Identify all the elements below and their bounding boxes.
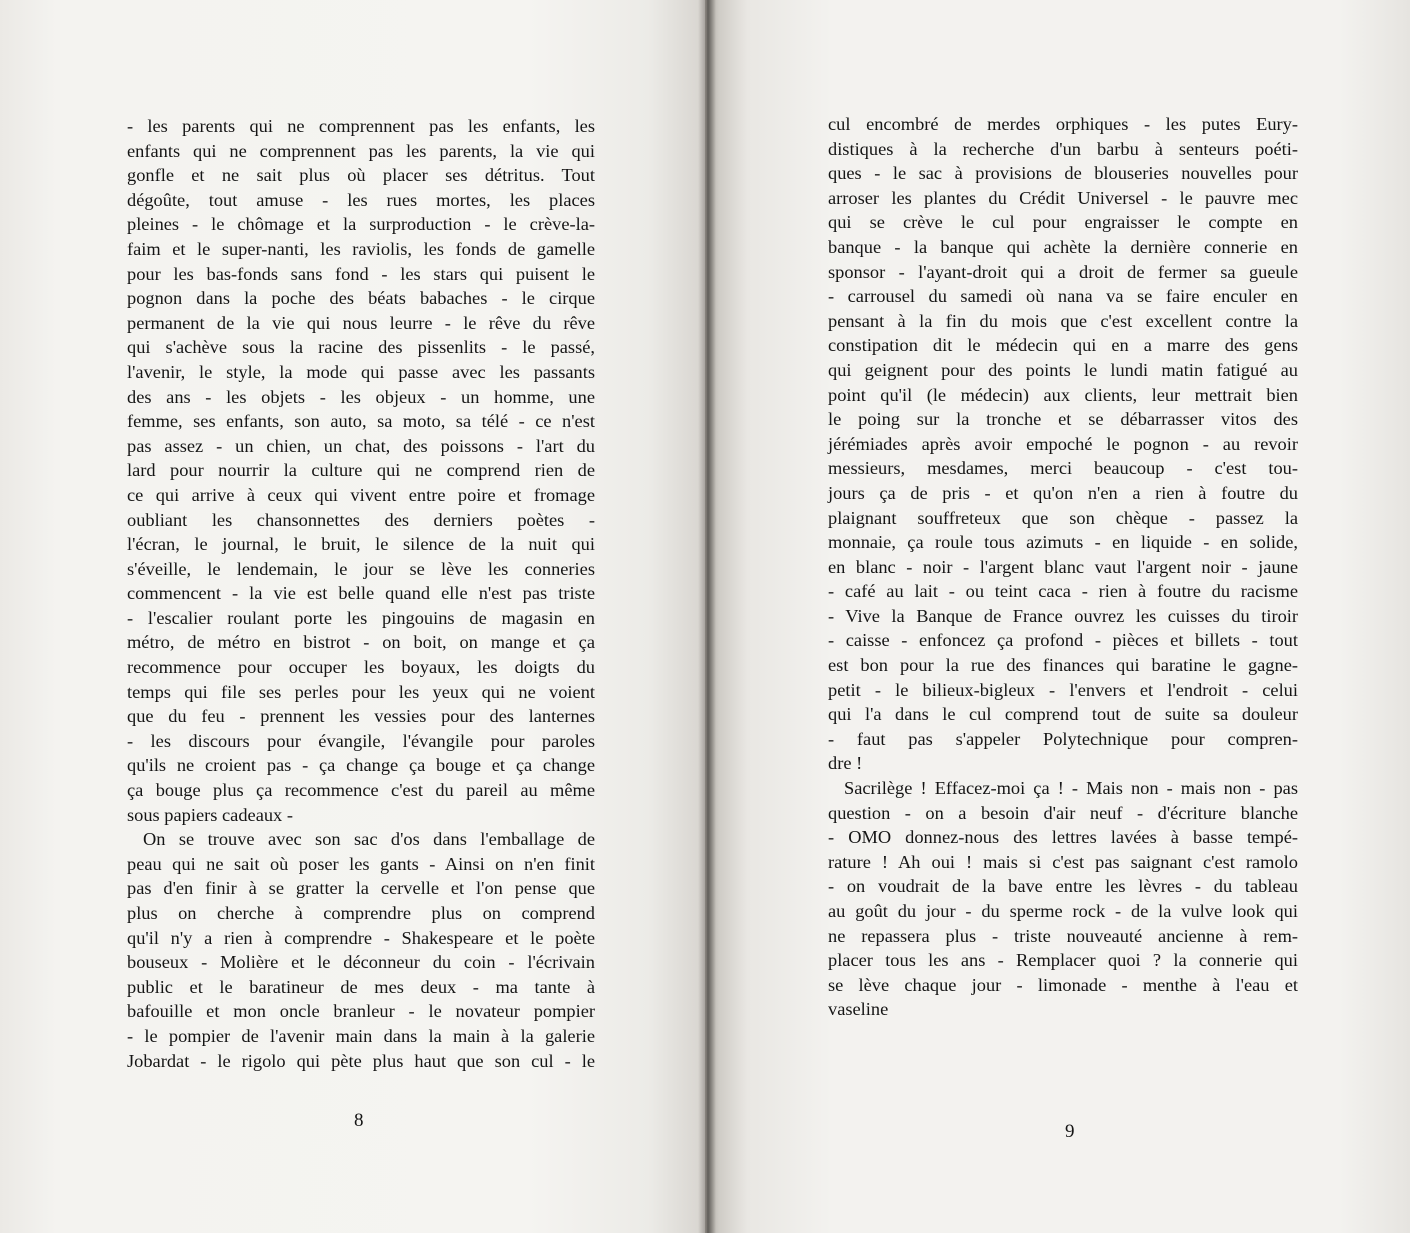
text-line: distiques à la recherche d'un barbu à senteurs poéti- — [828, 138, 1298, 159]
text-line: l'écran, le journal, le bruit, le silence de la nuit qui — [127, 534, 595, 555]
book-gutter — [698, 0, 716, 1233]
text-line: qui s'achève sous la racine des pissenlits - le passé, — [127, 337, 595, 358]
text-line: arroser les plantes du Crédit Universel - le pauvre mec — [828, 187, 1298, 208]
text-line: dégoûte, tout amuse - les rues mortes, les places — [127, 189, 595, 210]
text-line: - le pompier de l'avenir main dans la main à la galerie — [127, 1025, 595, 1046]
text-line: recommence pour occuper les boyaux, les doigts du — [127, 657, 595, 678]
text-line: au goût du jour - du sperme rock - de la vulve look qui — [828, 901, 1298, 921]
text-line: pas d'en finir à se gratter la cervelle et l'on pense que — [127, 878, 595, 899]
text-line: messieurs, mesdames, merci beaucoup - c'est tou- — [828, 458, 1298, 479]
text-line: pognon dans la poche des béats babaches - le cirque — [127, 288, 595, 309]
text-line: enfants qui ne comprennent pas les parents, la vie qui — [127, 140, 595, 161]
text-line: s'éveille, le lendemain, le jour se lève les conneries — [127, 558, 595, 579]
text-line: jérémiades après avoir empoché le pognon - au revoir — [828, 433, 1298, 454]
text-line: jours ça de pris - et qu'on n'en a rien à foutre du — [828, 482, 1298, 503]
text-line: lard pour nourrir la culture qui ne comprend rien de — [127, 460, 595, 481]
text-line: dre ! — [828, 753, 863, 774]
text-line: Jobardat - le rigolo qui pète plus haut que son cul - le — [127, 1050, 595, 1071]
text-line: ques - le sac à provisions de blouseries nouvelles pour — [828, 163, 1298, 184]
text-line: - l'escalier roulant porte les pingouins de magasin en — [127, 607, 595, 628]
text-line: pas assez - un chien, un chat, des poissons - l'art du — [127, 435, 595, 456]
text-line: cul encombré de merdes orphiques - les putes Eury- — [828, 114, 1298, 134]
text-line: petit - le bilieux-bigleux - l'envers et l'endroit - celui — [828, 679, 1298, 700]
text-line: ce qui arrive à ceux qui vivent entre poire et fromage — [127, 484, 595, 505]
text-line: sponsor - l'ayant-droit qui a droit de fermer sa gueule — [828, 261, 1298, 282]
text-line: pleines - le chômage et la surproduction - le crève-la- — [127, 214, 595, 235]
text-line: point qu'il (le médecin) aux clients, leur mettrait bien — [828, 384, 1298, 405]
text-line: rature ! Ah oui ! mais si c'est pas saignant c'est ramolo — [828, 851, 1298, 872]
text-line: pour les bas-fonds sans fond - les stars qui puisent le — [127, 263, 595, 284]
text-line: se lève chaque jour - limonade - menthe à l'eau et — [828, 974, 1298, 995]
text-line: constipation dit le médecin qui en a marre des gens — [828, 335, 1298, 356]
text-line: Sacrilège ! Effacez-moi ça ! - Mais non - mais non - pas — [844, 778, 1298, 799]
text-line: plus on cherche à comprendre plus on comprend — [127, 903, 595, 923]
text-line: l'avenir, le style, la mode qui passe avec les passants — [127, 361, 595, 382]
text-line: qui se crève le cul pour engraisser le compte en — [828, 212, 1298, 233]
text-line: On se trouve avec son sac d'os dans l'emballage de — [143, 829, 595, 850]
text-line: ne repassera plus - triste nouveauté ancienne à rem- — [828, 925, 1298, 946]
text-line: peau qui ne sait où poser les gants - Ainsi on n'en finit — [127, 853, 595, 874]
text-line: banque - la banque qui achète la dernière connerie en — [828, 236, 1298, 257]
text-line: question - on a besoin d'air neuf - d'écriture blanche — [828, 802, 1298, 823]
text-line: placer tous les ans - Remplacer quoi ? la connerie qui — [828, 950, 1298, 971]
text-line: en blanc - noir - l'argent blanc vaut l'argent noir - jaune — [828, 556, 1298, 577]
text-line: - café au lait - ou teint caca - rien à foutre du racisme — [828, 581, 1298, 602]
text-line: ça bouge plus ça recommence c'est du pareil au même — [127, 780, 595, 801]
text-line: femme, ses enfants, son auto, sa moto, sa télé - ce n'est — [127, 411, 595, 432]
text-line: qui geignent pour des points le lundi matin fatigué au — [828, 359, 1298, 380]
text-line: pensant à la fin du mois que c'est excellent contre la — [828, 310, 1298, 331]
right-page — [705, 0, 1410, 1233]
text-line: - carrousel du samedi où nana va se faire enculer en — [828, 286, 1298, 307]
right-page-text — [828, 112, 1298, 1022]
text-line: des ans - les objets - les objeux - un homme, une — [127, 386, 595, 407]
text-line: - faut pas s'appeler Polytechnique pour compren- — [828, 728, 1298, 749]
text-line: monnaie, ça roule tous azimuts - en liquide - en solide, — [828, 532, 1298, 553]
text-line: qu'il n'y a rien à comprendre - Shakespeare et le poète — [127, 927, 595, 948]
text-line: temps qui file ses perles pour les yeux qui ne voient — [127, 681, 595, 702]
text-line: - les discours pour évangile, l'évangile pour paroles — [127, 730, 595, 751]
text-line: gonfle et ne sait plus où placer ses détritus. Tout — [127, 165, 595, 186]
text-line: - caisse - enfoncez ça profond - pièces et billets - tout — [828, 630, 1298, 651]
text-line: permanent de la vie qui nous leurre - le rêve du rêve — [127, 312, 595, 333]
text-line: - les parents qui ne comprennent pas les enfants, les — [127, 116, 595, 136]
text-line: métro, de métro en bistrot - on boit, on mange et ça — [127, 632, 595, 653]
text-line: public et le baratineur de mes deux - ma tante à — [127, 976, 595, 997]
text-line: sous papiers cadeaux - — [127, 804, 293, 825]
text-line: commencent - la vie est belle quand elle n'est pas triste — [127, 583, 595, 604]
text-line: plaignant souffreteux que son chèque - passez la — [828, 507, 1298, 528]
text-line: que du feu - prennent les vessies pour des lanternes — [127, 706, 595, 727]
text-line: - OMO donnez-nous des lettres lavées à basse tempé- — [828, 827, 1298, 848]
page-number-left: 8 — [354, 1110, 364, 1131]
left-page-text — [127, 114, 595, 1073]
text-line: qu'ils ne croient pas - ça change ça bouge et ça change — [127, 755, 595, 776]
text-line: est bon pour la rue des finances qui baratine le gagne- — [828, 655, 1298, 676]
text-line: qui l'a dans le cul comprend tout de suite sa douleur — [828, 704, 1298, 725]
page-number-right: 9 — [1065, 1121, 1075, 1142]
text-line: bouseux - Molière et le déconneur du coin - l'écrivain — [127, 952, 595, 973]
text-line: - Vive la Banque de France ouvrez les cuisses du tiroir — [828, 605, 1298, 626]
text-line: bafouille et mon oncle branleur - le novateur pompier — [127, 1001, 595, 1022]
text-line: faim et le super-nanti, les raviolis, les fonds de gamelle — [127, 238, 595, 259]
text-line: oubliant les chansonnettes des derniers poètes - — [127, 509, 595, 530]
text-line: le poing sur la tronche et se débarrasser vitos des — [828, 409, 1298, 430]
text-line: vaseline — [828, 999, 889, 1020]
text-line: - on voudrait de la bave entre les lèvres - du tableau — [828, 876, 1298, 897]
